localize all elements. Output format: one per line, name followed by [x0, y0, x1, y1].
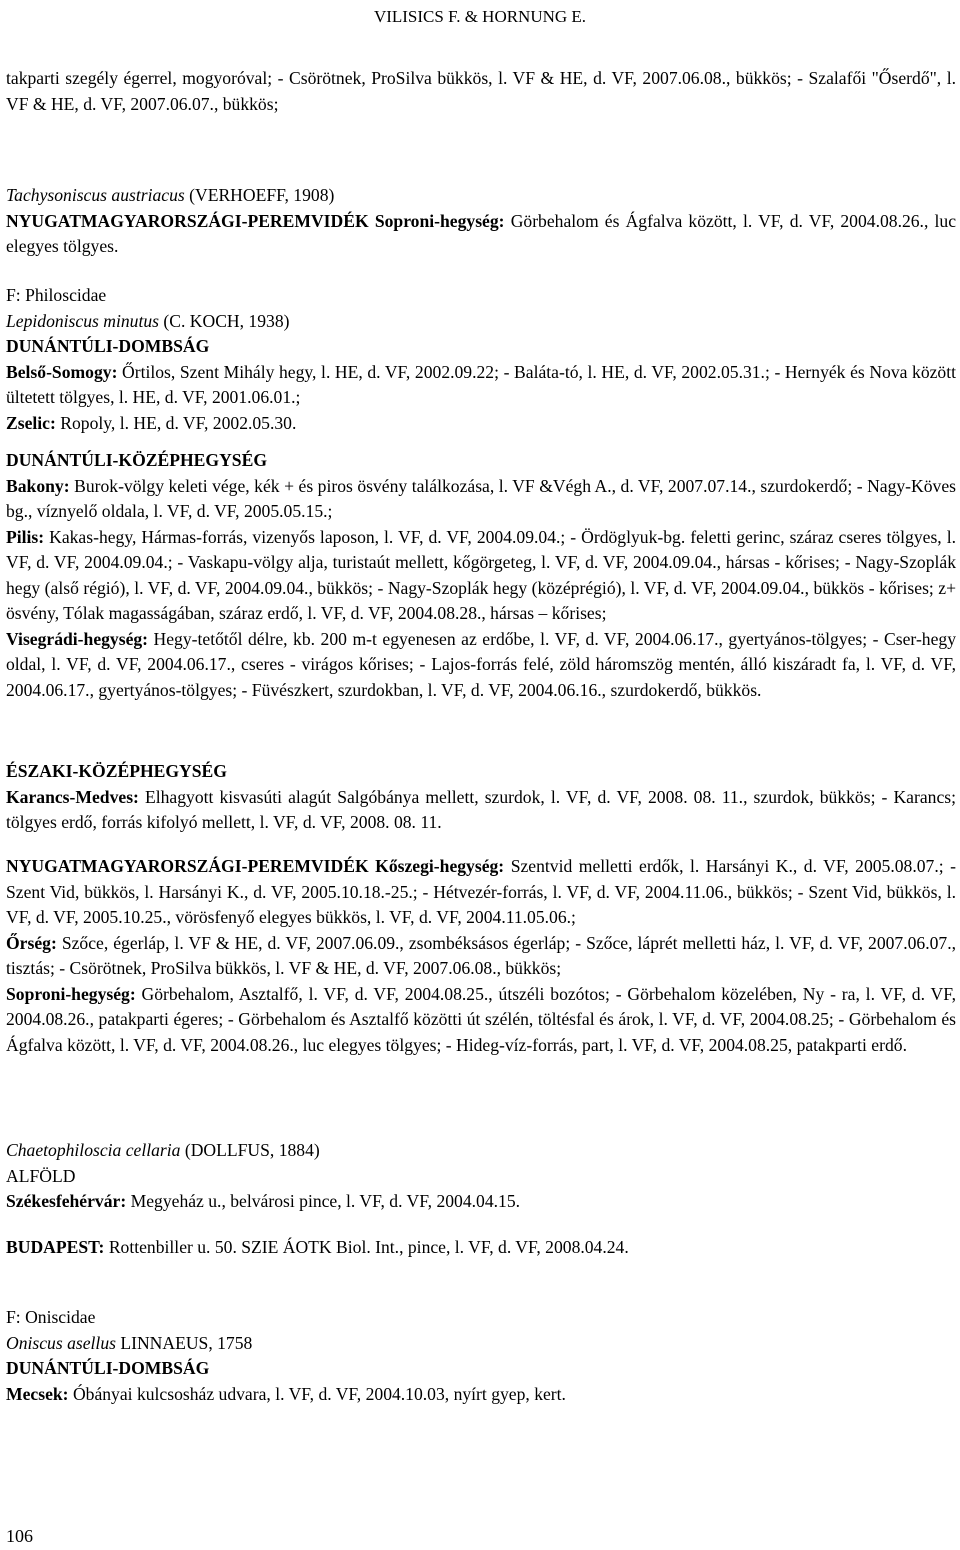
region-block-dunantuli-kozephegyseg — [6, 448, 956, 703]
paragraph-text: takparti szegély égerrel, mogyoróval; - Csörötnek, ProSilva bükkös, l. VF & HE, d. VF, 2007.06.08., bükkös; - Szalafői "Őserdő", l. VF & HE, d. VF, 2007.06.07., bükkös; — [6, 68, 956, 114]
record-text: Megyeház u., belvárosi pince, l. VF, d. VF, 2004.04.15. — [130, 1191, 521, 1211]
species-author: (C. KOCH, 1938) — [163, 310, 290, 331]
family-section-oniscidae — [6, 1305, 956, 1407]
record-text: Szőce, égerláp, l. VF & HE, d. VF, 2007.06.09., zsombéksásos égerláp; - Szőce, láprét melletti ház, l. VF, d. VF, 2007.06.07., tisztás; - Csörötnek, ProSilva bükkös, l. VF & HE, d. VF, 2007.06.08., bükkös; — [6, 932, 956, 978]
record-text: Szentvid melletti erdők, l. Harsányi K., d. VF, 2005.08.07.; - Szent Vid, bükkös, l. Harsányi K., d. VF, 2005.10.18.-25.; - Hétvezér-forrás, l. VF, d. VF, 2004.11.06., bükkös; - Szent Vid, bükkös, l. VF, d. VF, 2005.10.25., vörösfenyő elegyes bükkös, l. VF, d. VF, 2004.11.05.06.; — [6, 856, 956, 927]
record-text: Rottenbiller u. 50. SZIE ÁOTK Biol. Int., pince, l. VF, d. VF, 2008.04.24. — [108, 1237, 629, 1257]
region-block-nyugatmagyarorszagi — [6, 854, 956, 1058]
region-block-eszaki-kozephegyseg — [6, 759, 956, 836]
record-text: Görbehalom, Asztalfő, l. VF, d. VF, 2004.08.25., útszéli bozótos; - Görbehalom közelében, Ny - ra, l. VF, d. VF, 2004.08.26., patakparti égeres; - Görbehalom és Asztalfő közötti út szélén, töltésfal és árok, l. VF, d. VF, 2004.08.25; - Görbehalom és Ágfalva között, l. VF, d. VF, 2004.08.26., luc elegyes tölgyes; - Hideg-víz-forrás, part, l. VF, d. VF, 2004.08.25, patakparti erdő. — [6, 983, 956, 1055]
locality-name: Soproni-hegység: — [374, 210, 505, 231]
species-name: Tachysoniscus austriacus — [6, 185, 185, 205]
locality-name: Zselic: — [6, 412, 56, 433]
locality-name: Visegrádi-hegység: — [6, 628, 149, 649]
record-text: Hegy-tetőtől délre, kb. 200 m-t egyenesen az erdőbe, l. VF, d. VF, 2004.06.17., gyertyános-tölgyes; - Cser-hegy oldal, l. VF, d. VF, 2004.06.17., cseres - virágos kőrises; - Lajos-forrás felé, zöld háromszög mentén, álló kiszáradt fa, l. VF, d. VF, 2004.06.17., gyertyános-tölgyes; - Füvészkert, szurdokban, l. VF, d. VF, 2004.06.16., szurdokerdő, bükkös. — [6, 628, 956, 700]
region-heading: NYUGATMAGYARORSZÁGI-PEREMVIDÉK — [6, 856, 369, 876]
species-author: (DOLLFUS, 1884) — [184, 1140, 320, 1160]
record-text: Őrtilos, Szent Mihály hegy, l. HE, d. VF, 2002.09.22; - Baláta-tó, l. HE, d. VF, 2002.05.31.; - Hernyék és Nova között ültetett tölgyes, l. HE, d. VF, 2001.06.01.; — [6, 361, 956, 407]
species-entry-chaetophiloscia — [6, 1138, 956, 1215]
region-heading: ÉSZAKI-KÖZÉPHEGYSÉG — [6, 761, 227, 781]
species-entry-tachysoniscus — [6, 183, 956, 260]
region-heading: DUNÁNTÚLI-DOMBSÁG — [6, 336, 210, 356]
page-number: 106 — [6, 1526, 33, 1546]
species-name: Oniscus asellus — [6, 1332, 116, 1353]
record-text: Elhagyott kisvasúti alagút Salgóbánya mellett, szurdok, l. VF, d. VF, 2008. 08. 11., szurdok, bükkös; - Karancs; tölgyes erdő, forrás kifolyó mellett, l. VF, d. VF, 2008. 08. 11. — [6, 786, 957, 832]
locality-name: Kőszegi-hegység: — [375, 856, 505, 876]
locality-name: Soproni-hegység: — [6, 983, 136, 1004]
species-author: LINNAEUS, 1758 — [120, 1332, 253, 1353]
record-text: Ropoly, l. HE, d. VF, 2002.05.30. — [60, 412, 297, 433]
record-text: Burok-völgy keleti vége, kék + és piros ösvény találkozása, l. VF &Végh A., d. VF, 2007.07.14., szurdokerdő; - Nagy-Köves bg., víznyelő oldala, l. VF, d. VF, 2005.05.15.; — [6, 475, 956, 521]
family-section-philoscidae — [6, 283, 956, 436]
region-heading: DUNÁNTÚLI-KÖZÉPHEGYSÉG — [6, 450, 268, 470]
locality-name: Mecsek: — [6, 1383, 69, 1404]
region-heading: ALFÖLD — [6, 1165, 76, 1186]
region-heading: NYUGATMAGYARORSZÁGI-PEREMVIDÉK — [6, 210, 369, 231]
record-text: Kakas-hegy, Hármas-forrás, vizenyős laposon, l. VF, d. VF, 2004.09.04.; - Ördöglyuk-bg. feletti gerinc, száraz cseres tölgyes, l. VF, d. VF, 2004.09.04.; - Vaskapu-völgy alja, turistaút mellett, kőgörgeteg, l. VF, d. VF, 2004.09.04., hársas - kőrises; - Nagy-Szoplák hegy (alső régió), l. VF, d. VF, 2004.09.04., bükkös; - Nagy-Szoplák hegy (középrégió), l. VF, d. VF, 2004.09.04., bükkös - kőrises; z+ ösvény, Tólak magasságában, száraz erdő, l. VF, d. VF, 2004.08.28., hársas – kőrises; — [6, 526, 956, 623]
record-text: Óbányai kulcsosház udvara, l. VF, d. VF, 2004.10.03, nyírt gyep, kert. — [72, 1383, 566, 1404]
locality-name: Belső-Somogy: — [6, 361, 118, 382]
continuation-paragraph — [6, 66, 956, 117]
locality-name: Pilis: — [6, 526, 45, 547]
family-heading: F: Oniscidae — [6, 1307, 96, 1327]
species-name: Chaetophiloscia cellaria — [6, 1140, 181, 1160]
locality-name: Őrség: — [6, 932, 57, 953]
family-heading: F: Philoscidae — [6, 285, 107, 305]
locality-name: Karancs-Medves: — [6, 786, 139, 807]
locality-name: Bakony: — [6, 475, 70, 496]
region-heading: DUNÁNTÚLI-DOMBSÁG — [6, 1358, 210, 1378]
running-header: VILISICS F. & HORNUNG E. — [373, 7, 587, 26]
species-author: (VERHOEFF, 1908) — [189, 185, 335, 205]
record-text: Görbehalom és Ágfalva között, l. VF, d. VF, 2004.08.26., luc elegyes tölgyes. — [6, 210, 957, 256]
locality-name: Székesfehérvár: — [6, 1191, 127, 1211]
locality-name: BUDAPEST: — [6, 1237, 105, 1257]
record-budapest — [6, 1235, 956, 1261]
species-name: Lepidoniscus minutus — [6, 310, 159, 331]
